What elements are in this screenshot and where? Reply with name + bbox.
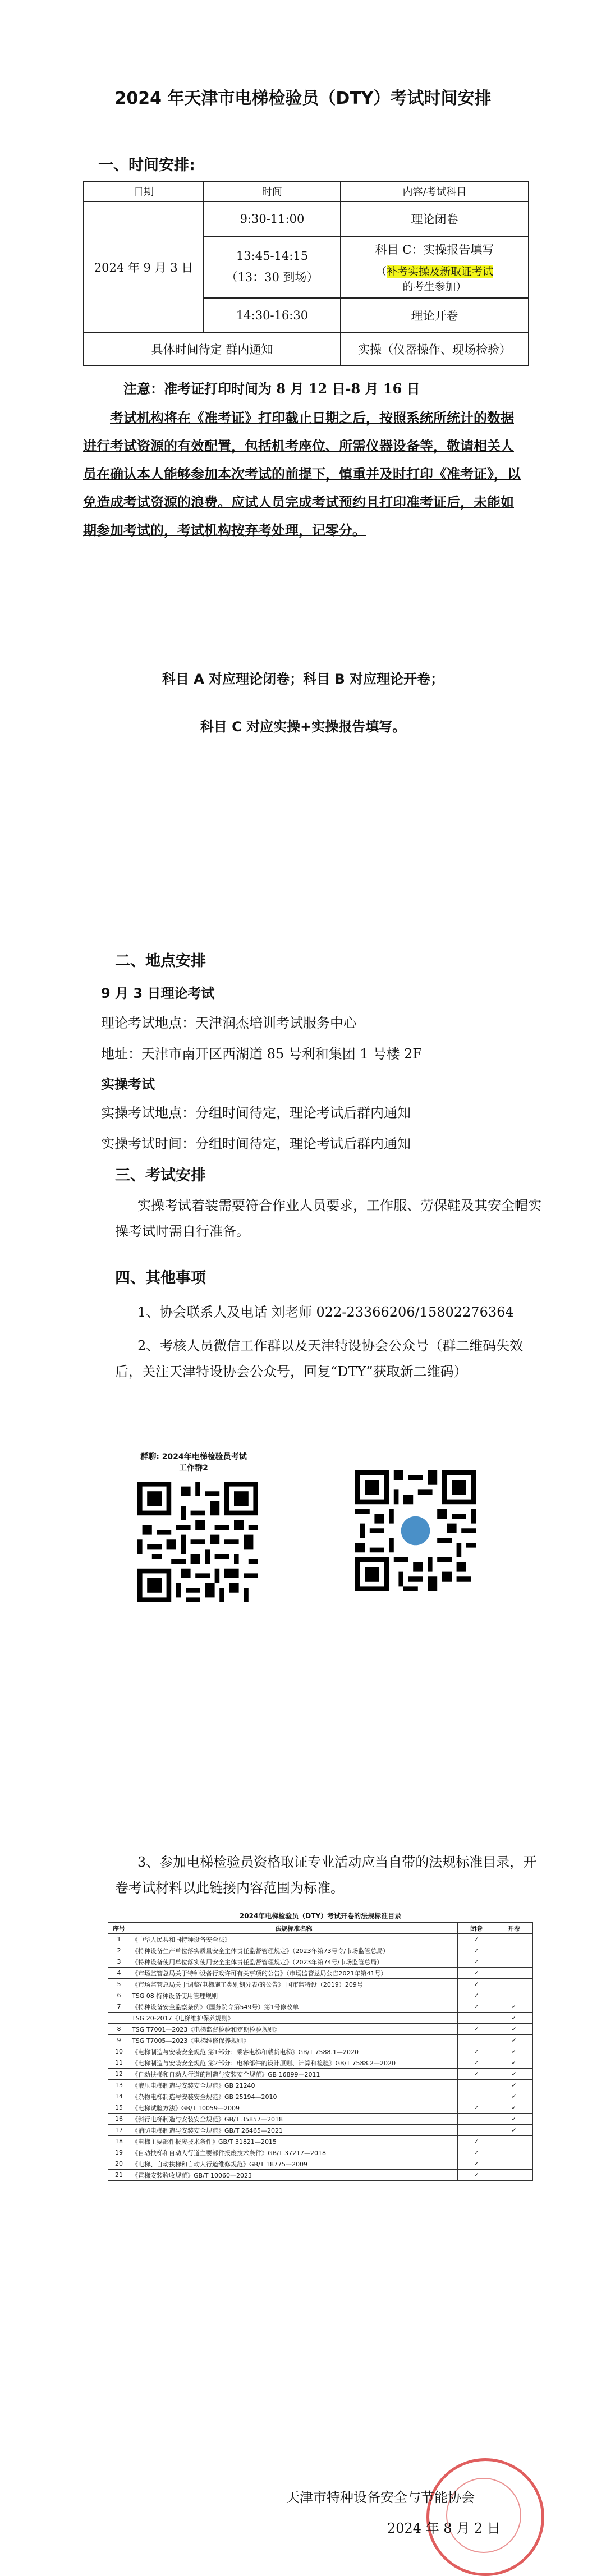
reg-cell-name: TSG 08 特种设备使用管理规则: [130, 1990, 458, 2001]
reg-cell-no: 12: [108, 2069, 130, 2080]
subject-line-2: 科目 C 对应实操+实操报告填写。: [200, 719, 406, 735]
content-text: 科目 C：实操报告填写: [375, 243, 494, 256]
table-row: [108, 2013, 533, 2024]
table-row: [108, 1945, 533, 1956]
reg-cell-name: 《斜行电梯制造与安装安全规范》GB/T 35857—2018: [130, 2114, 458, 2125]
reg-cell-open: [495, 1990, 533, 2001]
time-note: （13：30 到场）: [226, 271, 319, 284]
reg-cell-closed: ✓: [458, 1990, 495, 2001]
reg-cell-open: [495, 1934, 533, 1945]
reg-cell-open: [495, 1968, 533, 1979]
reg-cell-closed: [458, 2035, 495, 2046]
reg-cell-no: 10: [108, 2046, 130, 2057]
reg-cell-no: 4: [108, 1968, 130, 1979]
table-cell-practical: 实操（仪器操作、现场检验）: [341, 333, 529, 365]
highlighted-note: 补考实操及新取证考试: [387, 265, 494, 278]
wechat-info: 2、考核人员微信工作群以及天津特设协会公众号（群二维码失效后，关注天津特设协会公众号，回复“DTY”获取新二维码）: [115, 1338, 524, 1379]
reg-cell-open: ✓: [495, 2102, 533, 2114]
reg-cell-open: ✓: [495, 2046, 533, 2057]
table-row: [108, 1990, 533, 2001]
reg-cell-name: 《消防电梯制造与安装安全规范》GB/T 26465—2021: [130, 2125, 458, 2136]
practical-subheading: 实操考试: [101, 1076, 155, 1092]
table-cell-content: [341, 236, 529, 298]
reg-cell-no: 17: [108, 2125, 130, 2136]
table-row: [108, 2158, 533, 2170]
table-row: [108, 2069, 533, 2080]
table-header-date: 日期: [84, 181, 204, 201]
reg-cell-no: 20: [108, 2158, 130, 2170]
reg-cell-no: 11: [108, 2057, 130, 2069]
qr-caption: 群聊: 2024年电梯检验员考试工作群2: [140, 1452, 247, 1473]
reg-cell-name: TSG T7005—2023《电梯维修保养规则》: [130, 2035, 458, 2046]
reg-cell-no: 15: [108, 2102, 130, 2114]
section-heading-time: 一、时间安排:: [98, 157, 195, 174]
official-account-qr-code-icon: [355, 1470, 476, 1591]
reg-cell-open: [495, 1956, 533, 1968]
table-row: [108, 2001, 533, 2013]
reg-cell-open: ✓: [495, 2001, 533, 2013]
table-row: [108, 2102, 533, 2114]
table-row: [108, 2147, 533, 2158]
table-row: [108, 2091, 533, 2102]
reg-cell-open: ✓: [495, 2080, 533, 2091]
table-row: [108, 2035, 533, 2046]
reg-cell-name: 《特种设备安全监察条例》（国务院令第549号）第1号修改单: [130, 2001, 458, 2013]
reg-cell-no: 1: [108, 1934, 130, 1945]
reg-cell-open: ✓: [495, 2125, 533, 2136]
reg-cell-name: 《电梯制造与安装安全规范 第2部分：电梯部件的设计原则、计算和检验》GB/T 7588.2—2020: [130, 2057, 458, 2069]
table-row: [108, 1979, 533, 1990]
reg-cell-name: 《杂物电梯制造与安装安全规范》GB 25194—2010: [130, 2091, 458, 2102]
table-row: [108, 2114, 533, 2125]
reg-cell-closed: ✓: [458, 2102, 495, 2114]
print-notice: 注意：准考证打印时间为 8 月 12 日-8 月 16 日: [123, 381, 420, 397]
table-row: [108, 2046, 533, 2057]
practical-time: 实操考试时间：分组时间待定，理论考试后群内通知: [101, 1136, 411, 1152]
regulation-intro: 3、参加电梯检验员资格取证专业活动应当自带的法规标准目录，开卷考试材料以此链接内容范围为标准。: [115, 1854, 537, 1896]
reg-cell-closed: ✓: [458, 2069, 495, 2080]
regulations-table-body: [108, 1934, 533, 2181]
table-row: [108, 1968, 533, 1979]
reg-cell-closed: [458, 2125, 495, 2136]
reg-cell-name: 《電梯安装验收规范》GB/T 10060—2023: [130, 2170, 458, 2181]
reg-cell-closed: ✓: [458, 2001, 495, 2013]
practical-location: 实操考试地点：分组时间待定，理论考试后群内通知: [101, 1105, 411, 1121]
reg-cell-no: [108, 2013, 130, 2024]
reg-cell-closed: [458, 2080, 495, 2091]
reg-cell-name: TSG 20-2017《电梯维护保养规则》: [130, 2013, 458, 2024]
reg-cell-open: [495, 2136, 533, 2147]
signature-date: 2024 年 8 月 2 日: [387, 2520, 501, 2536]
reg-cell-open: [495, 2147, 533, 2158]
reg-cell-name: 《自动扶梯和自动人行道的制造与安装安全规范》GB 16899—2011: [130, 2069, 458, 2080]
reg-cell-closed: ✓: [458, 2057, 495, 2069]
table-row: [108, 2057, 533, 2069]
reg-cell-closed: ✓: [458, 1945, 495, 1956]
section-heading-location: 二、地点安排: [115, 952, 206, 970]
content-note: [345, 263, 525, 294]
schedule-table: [83, 181, 529, 366]
table-row: [108, 2125, 533, 2136]
reg-cell-closed: ✓: [458, 1934, 495, 1945]
reg-cell-no: 16: [108, 2114, 130, 2125]
reg-cell-open: ✓: [495, 2114, 533, 2125]
table-row: [108, 1956, 533, 1968]
reg-header-no: 序号: [108, 1923, 130, 1934]
reg-header-name: 法规标准名称: [130, 1923, 458, 1934]
reg-cell-name: 《电梯主要部件报废技术条件》GB/T 31821—2015: [130, 2136, 458, 2147]
reg-cell-open: [495, 1979, 533, 1990]
reg-cell-name: 《中华人民共和国特种设备安全法》: [130, 1934, 458, 1945]
section-heading-arrangement: 三、考试安排: [115, 1167, 206, 1184]
reg-cell-closed: ✓: [458, 2158, 495, 2170]
reg-cell-no: 7: [108, 2001, 130, 2013]
reg-cell-open: ✓: [495, 2091, 533, 2102]
table-cell-time: 14:30-16:30: [204, 298, 341, 333]
table-row: [108, 2080, 533, 2091]
table-row: [108, 2136, 533, 2147]
reg-cell-open: [495, 2170, 533, 2181]
reg-cell-closed: ✓: [458, 2136, 495, 2147]
subject-line-1: 科目 A 对应理论闭卷；科目 B 对应理论开卷；: [162, 671, 444, 687]
reg-cell-closed: ✓: [458, 1968, 495, 1979]
reg-cell-open: ✓: [495, 2013, 533, 2024]
reg-cell-name: TSG T7001—2023《电梯监督检验和定期检验规则》: [130, 2024, 458, 2035]
table-row: [108, 1934, 533, 1945]
reg-cell-name: 《自动扶梯和自动人行道主要部件报废技术条件》GB/T 37217—2018: [130, 2147, 458, 2158]
reg-cell-closed: ✓: [458, 2170, 495, 2181]
reg-cell-open: ✓: [495, 2057, 533, 2069]
reg-header-open: 开卷: [495, 1923, 533, 1934]
reg-cell-name: 《电梯、自动扶梯和自动人行道维修规范》GB/T 18775—2009: [130, 2158, 458, 2170]
reg-cell-name: 《市场监管总局关于调整/电梯施工类别划分表/的公告》 国市监特设（2019）209号: [130, 1979, 458, 1990]
table-cell-note: 具体时间待定 群内通知: [84, 333, 341, 365]
table-cell-content: 理论开卷: [341, 298, 529, 333]
reg-cell-closed: [458, 2091, 495, 2102]
table-header-content: 内容/考试科目: [341, 181, 529, 201]
reg-cell-no: 14: [108, 2091, 130, 2102]
reg-cell-name: 《特种设备使用单位落实使用安全主体责任监督管理规定》（2023年第74号/市场监管总局）: [130, 1956, 458, 1968]
reg-cell-no: 13: [108, 2080, 130, 2091]
reg-cell-no: 19: [108, 2147, 130, 2158]
reg-cell-no: 2: [108, 1945, 130, 1956]
reg-header-closed: 闭卷: [458, 1923, 495, 1934]
table-header-time: 时间: [204, 181, 341, 201]
exam-paragraph: 考试机构将在《准考证》打印截止日期之后，按照系统所统计的数据进行考试资源的有效配置，包括机考座位、所需仪器设备等，敬请相关人员在确认本人能够参加本次考试的前提下，慎重并及时打印《准考证》，以免造成考试资源的浪费。应试人员完成考试预约且打印准考证后，未能如期参加考试的，考试机构按弃考处理，记零分。: [83, 410, 521, 538]
table-cell-date: 2024 年 9 月 3 日: [84, 201, 204, 333]
reg-cell-open: [495, 2158, 533, 2170]
table-row: [108, 2024, 533, 2035]
time-text: 13:45-14:15: [236, 249, 309, 263]
reg-cell-open: ✓: [495, 2069, 533, 2080]
page-title: 2024 年天津市电梯检验员（DTY）考试时间安排: [114, 89, 492, 108]
reg-cell-name: 《液压电梯制造与安装安全规范》GB 21240: [130, 2080, 458, 2091]
theory-address: 地址：天津市南开区西湖道 85 号利和集团 1 号楼 2F: [101, 1046, 422, 1062]
reg-cell-no: 21: [108, 2170, 130, 2181]
reg-cell-open: ✓: [495, 2035, 533, 2046]
reg-cell-closed: ✓: [458, 2046, 495, 2057]
group-qr-code-icon: [137, 1482, 258, 1602]
theory-exam-date: 9 月 3 日理论考试: [101, 986, 215, 1001]
reg-cell-closed: [458, 2114, 495, 2125]
table-cell-content: 理论闭卷: [341, 201, 529, 236]
reg-table-title: 2024年电梯检验员（DTY）考试开卷的法规标准目录: [239, 1912, 402, 1920]
arrangement-text: 实操考试着装需要符合作业人员要求，工作服、劳保鞋及其安全帽实操考试时需自行准备。: [115, 1198, 541, 1239]
reg-cell-name: 《特种设备生产单位落实质量安全主体责任监督管理规定》（2023年第73号令/市场监管总局）: [130, 1945, 458, 1956]
regulations-table: [108, 1922, 533, 2181]
reg-cell-closed: ✓: [458, 1956, 495, 1968]
reg-cell-name: 《市场监管总局关于特种设备行政许可有关事项的公告》（市场监管总局公告2021年第41号）: [130, 1968, 458, 1979]
note-suffix: 的考生参加）: [402, 281, 467, 293]
reg-cell-name: 《电梯制造与安装安全规范 第1部分：乘客电梯和载货电梯》GB/T 7588.1—2020: [130, 2046, 458, 2057]
table-cell-time: [204, 236, 341, 298]
reg-cell-closed: ✓: [458, 2024, 495, 2035]
reg-cell-no: 18: [108, 2136, 130, 2147]
reg-cell-name: 《电梯试验方法》GB/T 10059—2009: [130, 2102, 458, 2114]
reg-cell-no: 9: [108, 2035, 130, 2046]
section-heading-other: 四、其他事项: [115, 1269, 206, 1287]
reg-cell-open: ✓: [495, 2024, 533, 2035]
note-prefix: （: [375, 265, 387, 278]
reg-cell-no: 6: [108, 1990, 130, 2001]
contact-info: 1、协会联系人及电话 刘老师 022-23366206/15802276364: [137, 1304, 514, 1320]
reg-cell-no: 5: [108, 1979, 130, 1990]
reg-cell-closed: ✓: [458, 1979, 495, 1990]
reg-cell-no: 8: [108, 2024, 130, 2035]
table-row: [108, 2170, 533, 2181]
reg-cell-closed: ✓: [458, 2147, 495, 2158]
reg-cell-open: [495, 1945, 533, 1956]
reg-cell-closed: [458, 2013, 495, 2024]
reg-cell-no: 3: [108, 1956, 130, 1968]
table-cell-time: 9:30-11:00: [204, 201, 341, 236]
signature-org: 天津市特种设备安全与节能协会: [286, 2490, 475, 2505]
theory-location: 理论考试地点：天津润杰培训考试服务中心: [101, 1015, 357, 1031]
